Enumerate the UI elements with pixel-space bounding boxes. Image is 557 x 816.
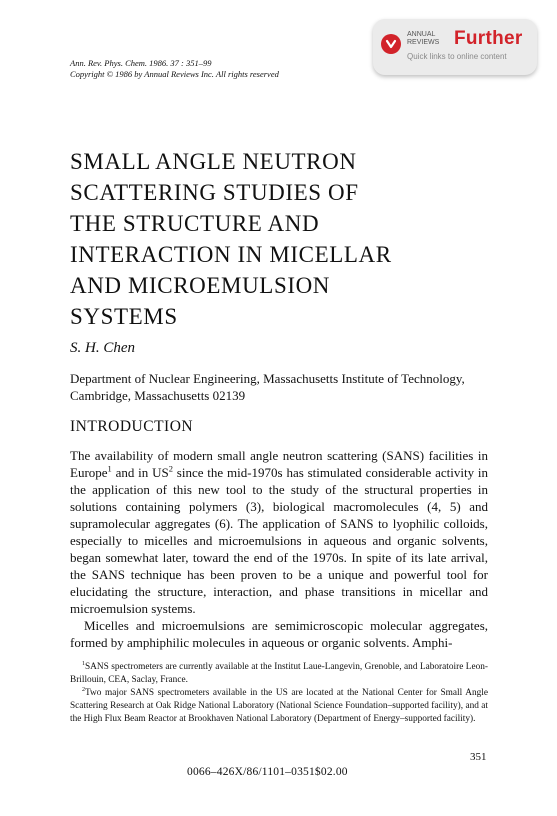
footnote-mark: 2 <box>82 686 86 693</box>
title-line: SYSTEMS <box>70 304 178 329</box>
article-code: 0066–426X/86/1101–0351$02.00 <box>187 766 348 778</box>
badge-brand-line: REVIEWS <box>407 39 440 46</box>
title-line: AND MICROEMULSION <box>70 273 331 298</box>
badge-brand-text <box>407 31 439 47</box>
footnotes <box>70 661 488 726</box>
badge-brand-line: ANNUAL <box>407 31 436 38</box>
body-text <box>70 447 488 651</box>
copyright-line: Copyright © 1986 by Annual Reviews Inc. All rights reserved <box>70 69 279 79</box>
journal-citation-line: Ann. Rev. Phys. Chem. 1986. 37 : 351–99 <box>70 58 212 68</box>
footnote-text: Two major SANS spectrometers available in the US are located at the National Center for Small Angle Scattering Research at Oak Ridge National Laboratory (National Science Foundation–supported facility), and at the High Flux Beam Reactor at Brookhaven National Laboratory (Department of Energy–supported facility). <box>70 688 488 724</box>
title-line: SCATTERING STUDIES OF <box>70 180 359 205</box>
title-line: THE STRUCTURE AND <box>70 211 320 236</box>
badge-further-text: Further <box>454 28 523 49</box>
author-name: S. H. Chen <box>70 340 135 356</box>
page-number: 351 <box>470 751 487 763</box>
title-line: INTERACTION IN MICELLAR <box>70 242 392 267</box>
article-title <box>70 146 500 332</box>
title-line: SMALL ANGLE NEUTRON <box>70 149 357 174</box>
footnote-ref[interactable]: 2 <box>168 463 173 474</box>
footnote <box>70 661 488 687</box>
footnote-text: SANS spectrometers are currently available at the Institut Laue-Langevin, Grenoble, and Laboratoire Leon-Brillouin, CEA, Saclay, France. <box>70 662 488 685</box>
author-affiliation: Department of Nuclear Engineering, Massachusetts Institute of Technology, Cambridge, Massachusetts 02139 <box>70 371 465 403</box>
footnote-ref[interactable]: 1 <box>107 463 112 474</box>
annual-reviews-logo-icon <box>381 34 401 54</box>
section-heading: INTRODUCTION <box>70 418 194 435</box>
paragraph <box>70 447 488 617</box>
text-run: since the mid-1970s has stimulated considerable activity in the application of this new tool to the study of the structural properties in solutions containing polymers (3), biological macromolecules (4, 5) and supramolecular aggregates (6). The application of SANS to lyophilic colloids, especially to micelles and microemulsions in aqueous and organic solvents, began somewhat later, toward the end of the 1970s. In spite of its late arrival, the SANS technique has been proven to be a unique and powerful tool for elucidating the structure, interaction, and phase transitions in micellar and microemulsion systems. <box>70 465 489 616</box>
further-badge[interactable] <box>373 19 537 75</box>
badge-subtitle: Quick links to online content <box>407 52 507 61</box>
footnote <box>70 687 488 726</box>
footnote-mark: 1 <box>82 660 86 667</box>
journal-citation <box>70 58 279 80</box>
paragraph: Micelles and microemulsions are semimicroscopic molecular aggregates, formed by amphiphilic molecules in aqueous or organic solvents. Amphi- <box>70 618 488 650</box>
text-run: The availability of modern small angle neutron scattering (SANS) facilities in Europe <box>70 448 488 480</box>
text-run: and in US <box>111 465 169 480</box>
